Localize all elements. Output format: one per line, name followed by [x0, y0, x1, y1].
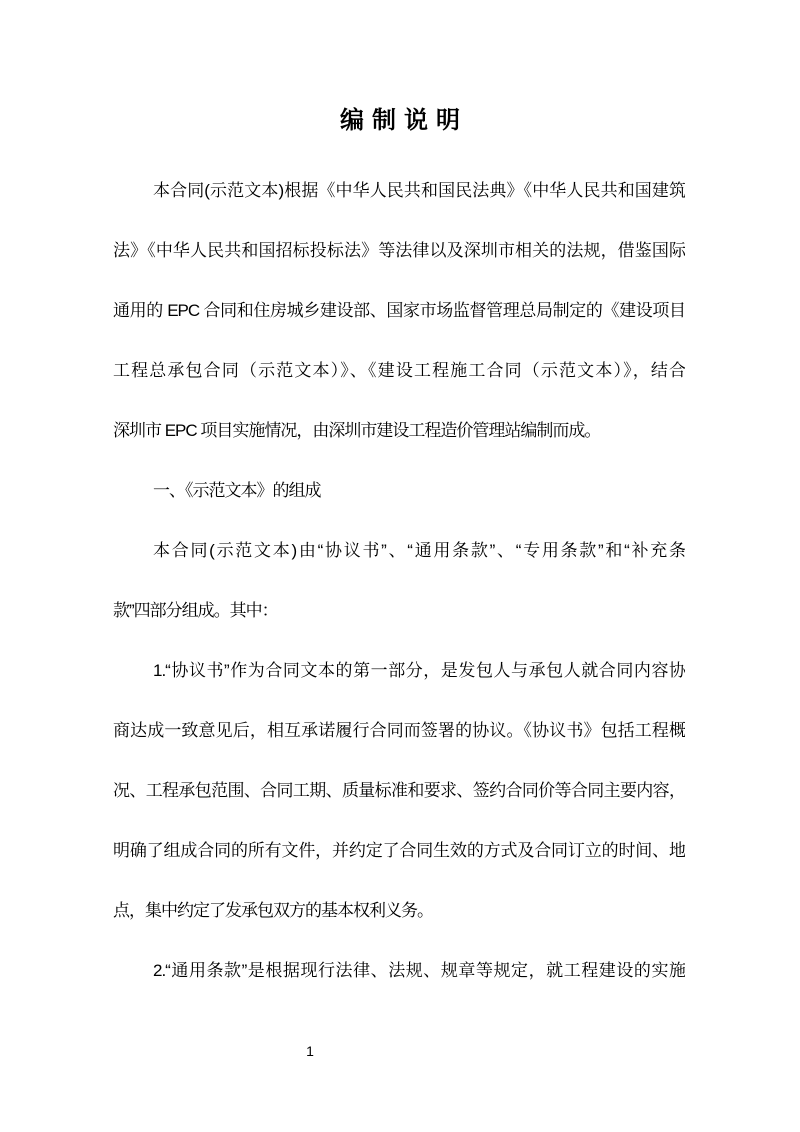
text-line: 一、《示范文本》的组成: [153, 481, 321, 500]
document-title: 编制说明: [340, 107, 468, 134]
text-line: 本合同(示范文本)由“协议书”、“通用条款”、“专用条款”和“补充条: [153, 541, 685, 560]
text-line: 1.“协议书”作为合同文本的第一部分，是发包人与承包人就合同内容协: [153, 661, 685, 680]
document-body: [113, 161, 685, 1001]
text-line: 深圳市 EPC 项目实施情况，由深圳市建设工程造价管理站编制而成。: [113, 421, 601, 440]
text-line: 商达成一致意见后，相互承诺履行合同而签署的协议。《协议书》包括工程概: [113, 721, 685, 740]
text-line: 本合同(示范文本)根据《中华人民共和国民法典》《中华人民共和国建筑: [153, 181, 685, 200]
text-line: 点，集中约定了发承包双方的基本权利义务。: [113, 901, 433, 920]
page-number: 1: [306, 1043, 314, 1059]
text-line: 工程总承包合同（示范文本）》、《建设工程施工合同（示范文本）》，结合: [113, 361, 685, 380]
text-line: 通用的 EPC 合同和住房城乡建设部、国家市场监督管理总局制定的《建设项目: [113, 301, 685, 320]
text-line: 法》《中华人民共和国招标投标法》等法律以及深圳市相关的法规，借鉴国际: [113, 241, 685, 260]
text-line: 款”四部分组成。其中：: [113, 601, 278, 620]
text-line: 明确了组成合同的所有文件，并约定了合同生效的方式及合同订立的时间、地: [113, 841, 685, 860]
text-line: 2.“通用条款”是根据现行法律、法规、规章等规定，就工程建设的实施: [153, 961, 685, 980]
text-line: 况、工程承包范围、合同工期、质量标准和要求、签约合同价等合同主要内容，: [113, 781, 685, 800]
